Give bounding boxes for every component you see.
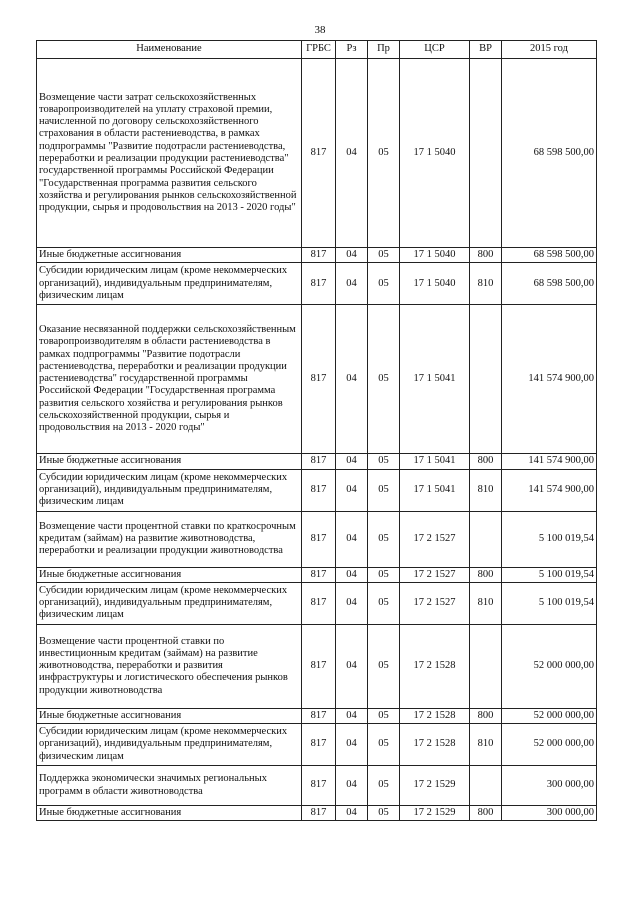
row-vr bbox=[470, 59, 502, 248]
table-row bbox=[37, 59, 597, 248]
row-csr: 17 2 1528 bbox=[400, 624, 470, 708]
row-rz: 04 bbox=[336, 511, 368, 567]
row-rz: 04 bbox=[336, 469, 368, 511]
row-grbs: 817 bbox=[302, 469, 336, 511]
table-row bbox=[37, 469, 597, 511]
row-vr: 800 bbox=[470, 806, 502, 821]
row-csr: 17 1 5040 bbox=[400, 59, 470, 248]
row-grbs: 817 bbox=[302, 766, 336, 806]
row-vr: 810 bbox=[470, 582, 502, 624]
row-amount: 5 100 019,54 bbox=[502, 567, 597, 582]
header-csr: ЦСР bbox=[400, 41, 470, 59]
table-row bbox=[37, 567, 597, 582]
table-row bbox=[37, 263, 597, 305]
row-name: Субсидии юридическим лицам (кроме некоммерческих организаций), индивидуальным предпринимателям, физическим лицам bbox=[37, 724, 302, 766]
table-row bbox=[37, 624, 597, 708]
row-vr: 800 bbox=[470, 248, 502, 263]
row-pr: 05 bbox=[368, 724, 400, 766]
row-grbs: 817 bbox=[302, 806, 336, 821]
table-row bbox=[37, 511, 597, 567]
row-rz: 04 bbox=[336, 305, 368, 454]
row-amount: 68 598 500,00 bbox=[502, 263, 597, 305]
row-name: Иные бюджетные ассигнования bbox=[37, 806, 302, 821]
row-amount: 52 000 000,00 bbox=[502, 708, 597, 723]
header-year: 2015 год bbox=[502, 41, 597, 59]
table-row bbox=[37, 806, 597, 821]
row-grbs: 817 bbox=[302, 624, 336, 708]
row-grbs: 817 bbox=[302, 263, 336, 305]
header-grbs: ГРБС bbox=[302, 41, 336, 59]
row-csr: 17 2 1527 bbox=[400, 567, 470, 582]
row-grbs: 817 bbox=[302, 724, 336, 766]
row-pr: 05 bbox=[368, 454, 400, 469]
row-pr: 05 bbox=[368, 305, 400, 454]
row-grbs: 817 bbox=[302, 708, 336, 723]
row-pr: 05 bbox=[368, 708, 400, 723]
budget-table bbox=[36, 40, 597, 821]
row-pr: 05 bbox=[368, 263, 400, 305]
row-grbs: 817 bbox=[302, 248, 336, 263]
row-rz: 04 bbox=[336, 454, 368, 469]
row-csr: 17 1 5040 bbox=[400, 263, 470, 305]
row-vr bbox=[470, 624, 502, 708]
row-pr: 05 bbox=[368, 806, 400, 821]
row-csr: 17 2 1529 bbox=[400, 806, 470, 821]
row-amount: 52 000 000,00 bbox=[502, 624, 597, 708]
row-csr: 17 2 1529 bbox=[400, 766, 470, 806]
row-grbs: 817 bbox=[302, 59, 336, 248]
row-amount: 141 574 900,00 bbox=[502, 305, 597, 454]
table-row bbox=[37, 724, 597, 766]
row-vr: 800 bbox=[470, 708, 502, 723]
row-csr: 17 1 5041 bbox=[400, 469, 470, 511]
row-amount: 141 574 900,00 bbox=[502, 454, 597, 469]
row-pr: 05 bbox=[368, 59, 400, 248]
table-row bbox=[37, 454, 597, 469]
row-rz: 04 bbox=[336, 724, 368, 766]
header-pr: Пр bbox=[368, 41, 400, 59]
row-pr: 05 bbox=[368, 511, 400, 567]
row-csr: 17 1 5040 bbox=[400, 248, 470, 263]
row-amount: 300 000,00 bbox=[502, 806, 597, 821]
row-name: Иные бюджетные ассигнования bbox=[37, 454, 302, 469]
row-name: Иные бюджетные ассигнования bbox=[37, 248, 302, 263]
table-row bbox=[37, 708, 597, 723]
row-pr: 05 bbox=[368, 624, 400, 708]
table-row bbox=[37, 766, 597, 806]
row-amount: 141 574 900,00 bbox=[502, 469, 597, 511]
header-name: Наименование bbox=[37, 41, 302, 59]
row-pr: 05 bbox=[368, 567, 400, 582]
row-csr: 17 2 1527 bbox=[400, 511, 470, 567]
row-rz: 04 bbox=[336, 766, 368, 806]
row-name: Субсидии юридическим лицам (кроме некоммерческих организаций), индивидуальным предпринимателям, физическим лицам bbox=[37, 582, 302, 624]
row-vr: 810 bbox=[470, 469, 502, 511]
row-vr bbox=[470, 511, 502, 567]
row-name: Иные бюджетные ассигнования bbox=[37, 708, 302, 723]
row-vr: 800 bbox=[470, 567, 502, 582]
table-row bbox=[37, 582, 597, 624]
row-csr: 17 2 1528 bbox=[400, 708, 470, 723]
row-name: Возмещение части процентной ставки по инвестиционным кредитам (займам) на развитие животноводства, переработки и развития инфраструктуры и логистического обеспечения рынков продукции животноводства bbox=[37, 624, 302, 708]
row-vr: 810 bbox=[470, 724, 502, 766]
row-vr: 800 bbox=[470, 454, 502, 469]
table-header-row bbox=[37, 41, 597, 59]
row-name: Субсидии юридическим лицам (кроме некоммерческих организаций), индивидуальным предпринимателям, физическим лицам bbox=[37, 469, 302, 511]
row-amount: 68 598 500,00 bbox=[502, 248, 597, 263]
row-amount: 5 100 019,54 bbox=[502, 582, 597, 624]
row-csr: 17 2 1527 bbox=[400, 582, 470, 624]
row-pr: 05 bbox=[368, 248, 400, 263]
row-pr: 05 bbox=[368, 766, 400, 806]
row-vr: 810 bbox=[470, 263, 502, 305]
row-name: Оказание несвязанной поддержки сельскохозяйственным товаропроизводителям в области растениеводства в рамках подпрограммы "Развитие подотрасли растениеводства, переработки и реализации продукции растениеводства" государственной программы Российской Федерации "Государственная программа развития сельского хозяйства и регулирования рынков сельскохозяйственной продукции, сырья и продовольствия на 2013 - 2020 годы" bbox=[37, 305, 302, 454]
table-row bbox=[37, 305, 597, 454]
row-pr: 05 bbox=[368, 582, 400, 624]
header-vr: ВР bbox=[470, 41, 502, 59]
row-grbs: 817 bbox=[302, 567, 336, 582]
row-rz: 04 bbox=[336, 624, 368, 708]
row-pr: 05 bbox=[368, 469, 400, 511]
row-amount: 68 598 500,00 bbox=[502, 59, 597, 248]
row-vr bbox=[470, 305, 502, 454]
row-rz: 04 bbox=[336, 708, 368, 723]
header-rz: Рз bbox=[336, 41, 368, 59]
row-csr: 17 1 5041 bbox=[400, 305, 470, 454]
page-number: 38 bbox=[314, 24, 326, 36]
row-name: Возмещение части процентной ставки по краткосрочным кредитам (займам) на развитие животноводства, переработки и реализации продукции животноводства bbox=[37, 511, 302, 567]
row-vr bbox=[470, 766, 502, 806]
row-rz: 04 bbox=[336, 263, 368, 305]
row-csr: 17 1 5041 bbox=[400, 454, 470, 469]
row-rz: 04 bbox=[336, 248, 368, 263]
row-name: Иные бюджетные ассигнования bbox=[37, 567, 302, 582]
row-name: Возмещение части затрат сельскохозяйственных товаропроизводителей на уплату страховой премии, начисленной по договору сельскохозяйственного страхования в области растениеводства, в рамках подпрограммы "Развитие подотрасли растениеводства, переработки и реализации продукции растениеводства" государственной программы Российской Федерации "Государственная программа развития сельского хозяйства и регулирования рынков сельскохозяйственной продукции, сырья и продовольствия на 2013 - 2020 годы" bbox=[37, 59, 302, 248]
table-row bbox=[37, 248, 597, 263]
row-amount: 52 000 000,00 bbox=[502, 724, 597, 766]
row-amount: 5 100 019,54 bbox=[502, 511, 597, 567]
row-grbs: 817 bbox=[302, 511, 336, 567]
row-name: Субсидии юридическим лицам (кроме некоммерческих организаций), индивидуальным предпринимателям, физическим лицам bbox=[37, 263, 302, 305]
row-grbs: 817 bbox=[302, 582, 336, 624]
row-csr: 17 2 1528 bbox=[400, 724, 470, 766]
row-name: Поддержка экономически значимых региональных программ в области животноводства bbox=[37, 766, 302, 806]
row-rz: 04 bbox=[336, 59, 368, 248]
row-grbs: 817 bbox=[302, 454, 336, 469]
row-rz: 04 bbox=[336, 582, 368, 624]
row-rz: 04 bbox=[336, 806, 368, 821]
row-amount: 300 000,00 bbox=[502, 766, 597, 806]
row-grbs: 817 bbox=[302, 305, 336, 454]
row-rz: 04 bbox=[336, 567, 368, 582]
